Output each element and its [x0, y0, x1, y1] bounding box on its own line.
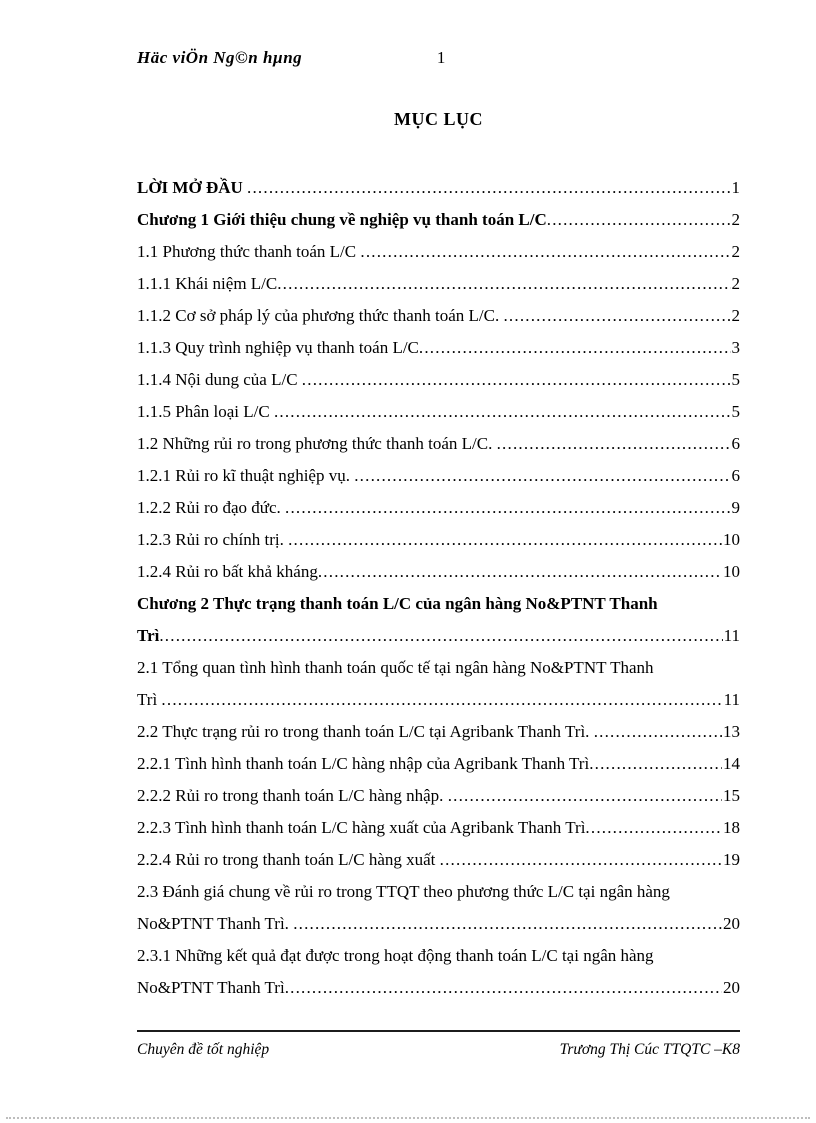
toc-entry-text: No&PTNT Thanh Trì.	[137, 914, 294, 933]
toc-entry-text: 1.2.1 Rủi ro kĩ thuật nghiệp vụ.	[137, 466, 355, 485]
toc-entry-line	[137, 812, 740, 844]
toc-dot-leader	[247, 172, 730, 204]
toc-entry-line	[137, 204, 740, 236]
toc-list	[137, 172, 740, 1004]
toc-entry-line	[137, 300, 740, 332]
toc-entry-line	[137, 620, 740, 652]
toc-entry-line	[137, 652, 740, 684]
toc-page-number: 2	[731, 306, 740, 325]
toc-entry-text: 2.1 Tổng quan tình hình thanh toán quốc tế tại ngân hàng No&PTNT Thanh	[137, 658, 654, 677]
page-footer	[137, 1030, 740, 1059]
page-header	[137, 48, 740, 68]
toc-entry-line	[137, 172, 740, 204]
toc-dot-leader	[274, 396, 731, 428]
toc-entry-line	[137, 428, 740, 460]
toc-page-number: 20	[723, 914, 740, 933]
toc-entry-text: 1.1.1 Khái niệm L/C	[137, 274, 278, 293]
toc-entry-text: Chương 1 Giới thiệu chung về nghiệp vụ thanh toán L/C	[137, 210, 547, 229]
toc-entry-text: 1.2 Những rủi ro trong phương thức thanh toán L/C.	[137, 434, 497, 453]
toc-dot-leader	[440, 844, 722, 876]
toc-entry-line	[137, 332, 740, 364]
toc-entry-text: No&PTNT Thanh Trì	[137, 978, 285, 997]
header-page-number: 1	[436, 48, 446, 67]
footer-author: Trương Thị Cúc TTQTC –K8	[559, 1041, 740, 1058]
toc-entry-text: 1.2.4 Rủi ro bất khả kháng	[137, 562, 318, 581]
toc-dot-leader	[503, 300, 730, 332]
toc-entry-line	[137, 940, 740, 972]
toc-dot-leader	[285, 492, 730, 524]
toc-page-number: 20	[723, 978, 740, 997]
toc-page-number: 3	[731, 338, 740, 357]
toc-entry-line	[137, 460, 740, 492]
toc-entry-line	[137, 876, 740, 908]
toc-entry-text: 2.2.2 Rủi ro trong thanh toán L/C hàng nhập.	[137, 786, 448, 805]
toc-entry-line	[137, 844, 740, 876]
toc-entry-line	[137, 588, 740, 620]
toc-page-number: 11	[723, 626, 740, 645]
toc-dot-leader	[419, 332, 731, 364]
toc-entry-line	[137, 748, 740, 780]
toc-entry-text: 2.2.1 Tình hình thanh toán L/C hàng nhập của Agribank Thanh Trì	[137, 754, 590, 773]
toc-entry-text: Trì	[137, 690, 162, 709]
toc-page-number: 9	[731, 498, 740, 517]
toc-page-number: 15	[723, 786, 740, 805]
toc-dot-leader	[594, 716, 722, 748]
toc-title: MỤC LỤC	[394, 109, 483, 129]
toc-entry-text: 1.1.5 Phân loại L/C	[137, 402, 274, 421]
toc-page-number: 6	[731, 466, 740, 485]
toc-page-number: 18	[723, 818, 740, 837]
toc-entry-line	[137, 684, 740, 716]
toc-page-number: 1	[731, 178, 740, 197]
toc-entry-text: Chương 2 Thực trạng thanh toán L/C của ngân hàng No&PTNT Thanh	[137, 594, 658, 613]
toc-page-number: 19	[723, 850, 740, 869]
toc-dot-leader	[318, 556, 722, 588]
toc-entry-line	[137, 268, 740, 300]
header-school-name: Häc viÖn Ng©n hµng	[137, 48, 303, 67]
toc-entry-text: LỜI MỞ ĐẦU	[137, 178, 248, 197]
toc-entry-line	[137, 396, 740, 428]
toc-page-number: 5	[731, 370, 740, 389]
page-break-divider	[6, 1117, 810, 1119]
toc-page-number: 2	[731, 274, 740, 293]
toc-dot-leader	[302, 364, 731, 396]
toc-dot-leader	[497, 428, 731, 460]
toc-entry-line	[137, 780, 740, 812]
toc-dot-leader	[277, 268, 730, 300]
toc-dot-leader	[589, 748, 722, 780]
toc-entry-line	[137, 908, 740, 940]
toc-entry-text: Trì	[137, 626, 160, 645]
toc-page-number: 5	[731, 402, 740, 421]
toc-entry-line	[137, 972, 740, 1004]
toc-dot-leader	[161, 684, 722, 716]
toc-dot-leader	[159, 620, 722, 652]
toc-dot-leader	[448, 780, 722, 812]
toc-entry-text: 2.2 Thực trạng rủi ro trong thanh toán L/C tại Agribank Thanh Trì.	[137, 722, 594, 741]
toc-page-number: 13	[723, 722, 740, 741]
toc-page-number: 2	[731, 242, 740, 261]
toc-entry-text: 2.3 Đánh giá chung về rủi ro trong TTQT theo phương thức L/C tại ngân hàng	[137, 882, 670, 901]
toc-dot-leader	[547, 204, 731, 236]
toc-entry-text: 1.2.2 Rủi ro đạo đức.	[137, 498, 286, 517]
toc-page-number: 10	[723, 562, 740, 581]
toc-page-number: 6	[731, 434, 740, 453]
toc-dot-leader	[354, 460, 730, 492]
toc-entry-line	[137, 364, 740, 396]
toc-dot-leader	[360, 236, 730, 268]
toc-entry-line	[137, 716, 740, 748]
toc-entry-line	[137, 524, 740, 556]
toc-dot-leader	[285, 972, 722, 1004]
toc-page-number: 10	[723, 530, 740, 549]
toc-page-number: 2	[731, 210, 740, 229]
toc-dot-leader	[585, 812, 722, 844]
toc-dot-leader	[293, 908, 722, 940]
toc-entry-line	[137, 492, 740, 524]
toc-page-number: 14	[723, 754, 740, 773]
toc-entry-text: 1.2.3 Rủi ro chính trị.	[137, 530, 289, 549]
toc-page-number: 11	[723, 690, 740, 709]
footer-document-type: Chuyên đề tốt nghiệp	[137, 1041, 270, 1058]
toc-entry-text: 2.2.4 Rủi ro trong thanh toán L/C hàng xuất	[137, 850, 440, 869]
toc-entry-text: 1.1.2 Cơ sở pháp lý của phương thức thanh toán L/C.	[137, 306, 504, 325]
toc-entry-text: 1.1.3 Quy trình nghiệp vụ thanh toán L/C	[137, 338, 419, 357]
toc-entry-text: 1.1 Phương thức thanh toán L/C	[137, 242, 361, 261]
toc-entry-line	[137, 556, 740, 588]
toc-entry-text: 1.1.4 Nội dung của L/C	[137, 370, 302, 389]
toc-entry-line	[137, 236, 740, 268]
toc-entry-text: 2.3.1 Những kết quả đạt được trong hoạt động thanh toán L/C tại ngân hàng	[137, 946, 654, 965]
toc-dot-leader	[288, 524, 722, 556]
toc-entry-text: 2.2.3 Tình hình thanh toán L/C hàng xuất của Agribank Thanh Trì	[137, 818, 586, 837]
